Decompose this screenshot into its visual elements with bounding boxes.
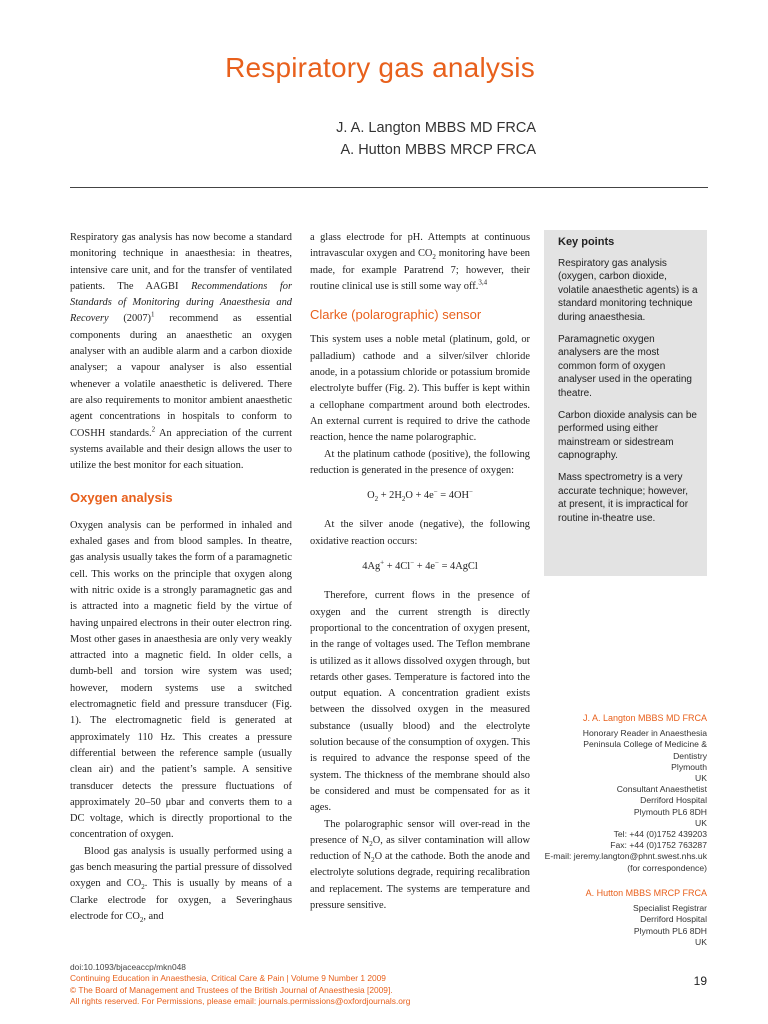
affiliation-line: UK bbox=[695, 773, 707, 784]
clarke-paragraph-5: The polarographic sensor will over-read in the presence of $N_2O$, as silver contamination will allow reduction of $N_2O$ at the cathode. Both the anode and electrolyte solutions degrade, requiring recalibration and replacement. The systems are temperature and pressure sensitive. bbox=[310, 818, 530, 911]
affiliation-line: Honorary Reader in Anaesthesia bbox=[582, 728, 707, 739]
equation-anode-oxidation: 4Ag+ + 4Cl− + 4e− = 4AgCl bbox=[362, 558, 478, 573]
page-footer bbox=[70, 962, 410, 1007]
key-point: Carbon dioxide analysis can be performed using either mainstream or sidestream capnography. bbox=[558, 409, 697, 462]
affiliation-line: Peninsula College of Medicine & bbox=[583, 739, 707, 750]
oxygen-paragraph-2: Blood gas analysis is usually performed using a gas bench measuring the partial pressure of dissolved oxygen and $CO_2$. This is usually by means of a Clarke electrode for oxygen, a Severinghaus electrode for $CO_2$, and bbox=[70, 845, 292, 924]
affiliation-line: Consultant Anaesthetist bbox=[616, 784, 707, 795]
affiliation-line: UK bbox=[695, 936, 707, 947]
column-2 bbox=[310, 230, 530, 914]
section-heading-clarke-sensor: Clarke (polarographic) sensor bbox=[310, 307, 482, 323]
section-heading-oxygen-analysis: Oxygen analysis bbox=[70, 490, 173, 506]
permissions-notice: All rights reserved. For Permissions, please email: journals.permissions@oxfordjournals.org bbox=[70, 995, 411, 1006]
key-point: Mass spectrometry is a very accurate technique; however, at present, it is impractical for routine in-theatre use. bbox=[558, 471, 689, 524]
continued-paragraph: a glass electrode for pH. Attempts at continuous intravascular oxygen and $CO_2$ monitoring have been made, for example Paratrend 7; however, their routine clinical use is still some way off.$^{3,4}$ bbox=[310, 232, 530, 292]
clarke-paragraph-1: This system uses a noble metal (platinum, gold, or palladium) cathode and a silver/silver chloride anode, in a potassium chloride or potassium bromide electrolyte buffer (Fig. 2). This buffer is kept within a cellophane compartment around both electrodes. An external current is required to drive the cathode reaction, hence the name polarographic. bbox=[310, 334, 530, 444]
clarke-paragraph-4: Therefore, current flows in the presence of oxygen and the current strength is directly proportional to the concentration of oxygen present, in the range of voltages used. The Teflon membrane is utilized as it allows dissolved oxygen through, but retards other gases. Temperature is factored into the output equation. A concentration gradient exists between the dissolved oxygen in the measured substance (usually blood) and the electrolyte solution because of the consumption of oxygen. This is required to advance the response speed of the system. The thickness of the membrane should also be considered and must be compensated for as it ages. bbox=[310, 590, 530, 814]
intro-paragraph: Respiratory gas analysis has now become a standard monitoring technique in anaesthesia: in theatres, intensive care unit, and for the transfer of ventilated patients. The AAGBI Recommendations for Standards of Monitoring during Anaesthesia and Recovery $(2007)^1$ recommend as essential components during an anaesthetic an oxygen analyser with an audible alarm and a carbon dioxide analyser; a vapour analyser is also essential whenever a volatile anaesthetic is delivered. There are also requirements to monitor ambient anaesthetic agent concentrations in hospitals to conform to COSHH standards.$^2$ An appreciation of the current systems available and their design allows the user to utilize the best monitor for each situation. bbox=[70, 232, 292, 472]
column-1 bbox=[70, 230, 292, 925]
journal-citation: Continuing Education in Anaesthesia, Critical Care & Pain | Volume 9 Number 1 2009 bbox=[70, 973, 386, 984]
affiliation-line: Plymouth bbox=[671, 761, 707, 772]
author-name: A. Hutton MBBS MRCP FRCA bbox=[340, 142, 536, 158]
key-points-box bbox=[544, 230, 707, 576]
page-number: 19 bbox=[693, 974, 707, 988]
title-divider bbox=[70, 187, 708, 188]
affiliation-line: UK bbox=[695, 817, 707, 828]
author-list bbox=[336, 117, 536, 161]
affiliation-line: Tel: +44 (0)1752 439203 bbox=[613, 829, 707, 840]
affiliation-line: Fax: +44 (0)1752 763287 bbox=[610, 840, 707, 851]
affiliation-line: (for correspondence) bbox=[627, 862, 707, 873]
clarke-paragraph-2: At the platinum cathode (positive), the following reduction is generated in the presence of oxygen: bbox=[310, 448, 530, 476]
affiliation-line: Derriford Hospital bbox=[640, 914, 707, 925]
affiliation-line: Specialist Registrar bbox=[632, 903, 707, 914]
affiliation-author-name: A. Hutton MBBS MRCP FRCA bbox=[585, 888, 707, 898]
affiliation-line: Plymouth PL6 8DH bbox=[633, 925, 707, 936]
oxygen-paragraph-1: Oxygen analysis can be performed in inhaled and exhaled gases and from blood samples. In theatre, gas analysis usually takes the form of a paramagnetic cell. This works on the principle that oxygen along with nitric oxide is a strongly paramagnetic gas and is attracted into a magnetic field by the virtue of having unpaired electrons in their outer electron ring. Most other gases in anaesthesia are only very weakly attracted into a magnetic field. In older cells, a dumb-bell and torsion wire system was used; however, modern systems use a switched electromagnetic field and pressure transducer (Fig. 1). The electromagnetic field is generated at approximately 110 Hz. This creates a pressure differential between the reference sample (usually clean air) and the patient’s sample. A sensitive transducer detects the pressure fluctuations of approximately 20–50 μbar and converts them to a DC voltage, which is directly proportional to the concentration of oxygen. bbox=[70, 519, 292, 841]
author-affiliation-hutton bbox=[507, 888, 707, 948]
affiliation-line: Derriford Hospital bbox=[640, 795, 707, 806]
doi-link[interactable]: doi:10.1093/bjaceaccp/mkn048 bbox=[70, 962, 186, 972]
affiliation-email[interactable]: E-mail: jeremy.langton@phnt.swest.nhs.uk bbox=[544, 851, 707, 862]
affiliation-author-name: J. A. Langton MBBS MD FRCA bbox=[582, 713, 707, 723]
article-title: Respiratory gas analysis bbox=[225, 52, 535, 83]
affiliation-line: Dentistry bbox=[673, 750, 707, 761]
author-affiliation-langton bbox=[507, 713, 707, 874]
key-point: Respiratory gas analysis (oxygen, carbon dioxide, volatile anaesthetic agents) is a standard monitoring technique during anaesthesia. bbox=[558, 257, 698, 323]
key-point: Paramagnetic oxygen analysers are the most common form of oxygen analyser used in the operating theatre. bbox=[558, 333, 692, 399]
key-points-heading: Key points bbox=[558, 236, 615, 248]
affiliation-line: Plymouth PL6 8DH bbox=[633, 806, 707, 817]
equation-cathode-reduction: $O_2 + 2H_2O + 4e^- = 4OH^-$ bbox=[367, 487, 473, 504]
copyright-notice: © The Board of Management and Trustees of the British Journal of Anaesthesia [2009]. bbox=[70, 984, 393, 995]
author-name: J. A. Langton MBBS MD FRCA bbox=[336, 120, 536, 136]
clarke-paragraph-3: At the silver anode (negative), the following oxidative reaction occurs: bbox=[310, 519, 530, 547]
